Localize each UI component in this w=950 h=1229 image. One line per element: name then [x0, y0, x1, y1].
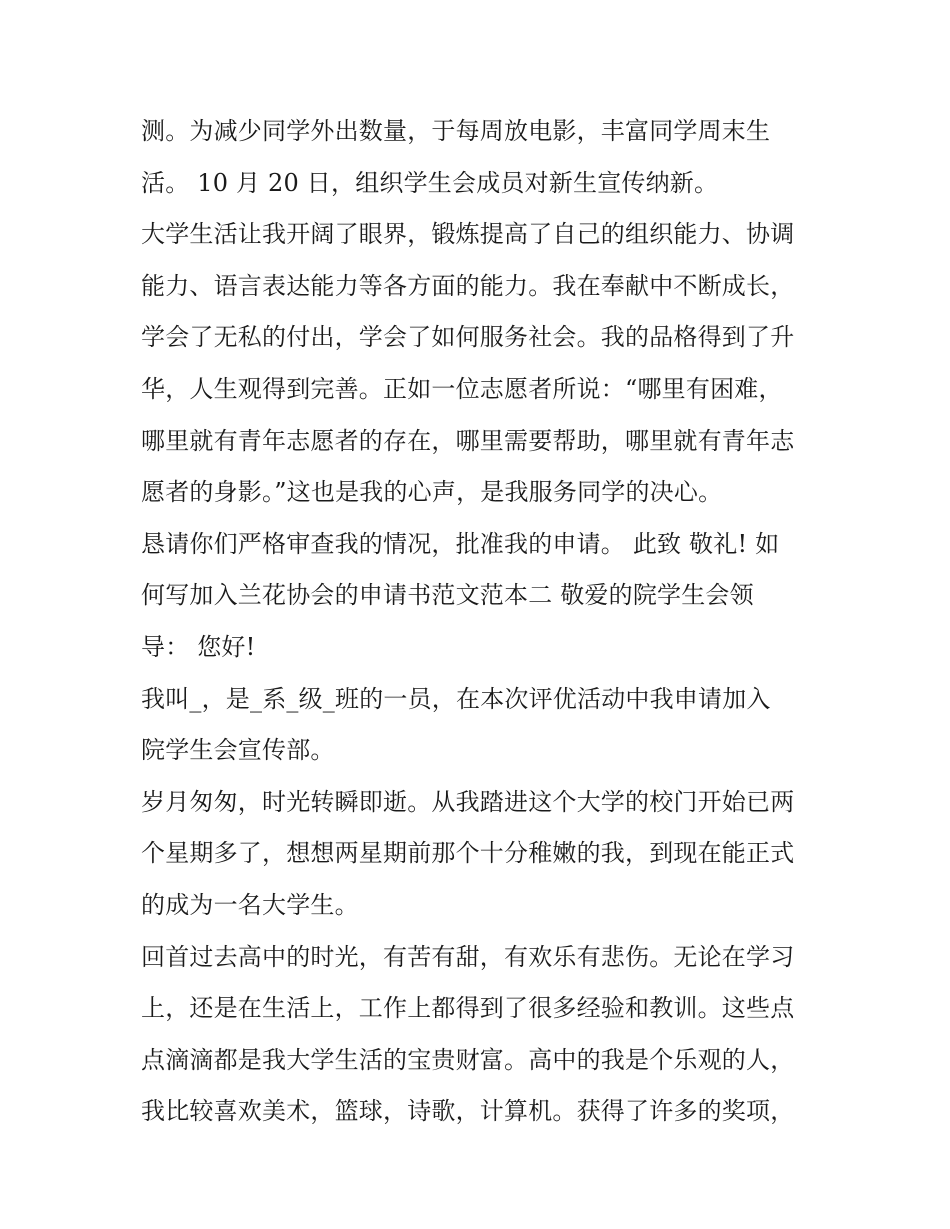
text-line: 个星期多了，想想两星期前那个十分稚嫩的我，到现在能正式 — [141, 839, 795, 868]
text-line: 大学生活让我开阔了眼界，锻炼提高了自己的组织能力、协调 — [141, 220, 795, 249]
text-line: 测。为减少同学外出数量，于每周放电影，丰富同学周末生 — [141, 117, 771, 145]
text-line: 愿者的身影。”这也是我的心声，是我服务同学的决心。 — [141, 478, 723, 507]
text-line: 能力、语言表达能力等各方面的能力。我在奉献中不断成长， — [141, 271, 795, 300]
text-line: 回首过去高中的时光，有苦有甜，有欢乐有悲伤。无论在学习 — [141, 942, 795, 971]
text-line: 院学生会宣传部。 — [141, 736, 335, 765]
document-body — [141, 106, 821, 1138]
text-line: 哪里就有青年志愿者的存在，哪里需要帮助，哪里就有青年志 — [141, 426, 795, 455]
text-line: 学会了无私的付出，学会了如何服务社会。我的品格得到了升 — [141, 323, 795, 352]
text-line: 点滴滴都是我大学生活的宝贵财富。高中的我是个乐观的人， — [141, 1045, 795, 1074]
text-line: 上，还是在生活上，工作上都得到了很多经验和教训。这些点 — [141, 994, 795, 1023]
text-line: 导： 您好! — [141, 632, 256, 661]
text-line: 我叫_，是_系_级_班的一员，在本次评优活动中我申请加入 — [141, 684, 771, 713]
text-line: 活。 10 月 20 日，组织学生会成员对新生宣传纳新。 — [141, 168, 719, 197]
text-line: 岁月匆匆，时光转瞬即逝。从我踏进这个大学的校门开始已两 — [141, 787, 795, 816]
text-line: 我比较喜欢美术，篮球，诗歌，计算机。获得了许多的奖项， — [141, 1097, 795, 1126]
text-line: 的成为一名大学生。 — [141, 890, 359, 919]
text-line: 恳请你们严格审查我的情况，批准我的申请。 此致 敬礼! 如 — [141, 529, 780, 558]
text-line: 华，人生观得到完善。正如一位志愿者所说：“哪里有困难， — [141, 374, 783, 403]
text-line: 何写加入兰花协会的申请书范文范本二 敬爱的院学生会领 — [141, 581, 754, 610]
